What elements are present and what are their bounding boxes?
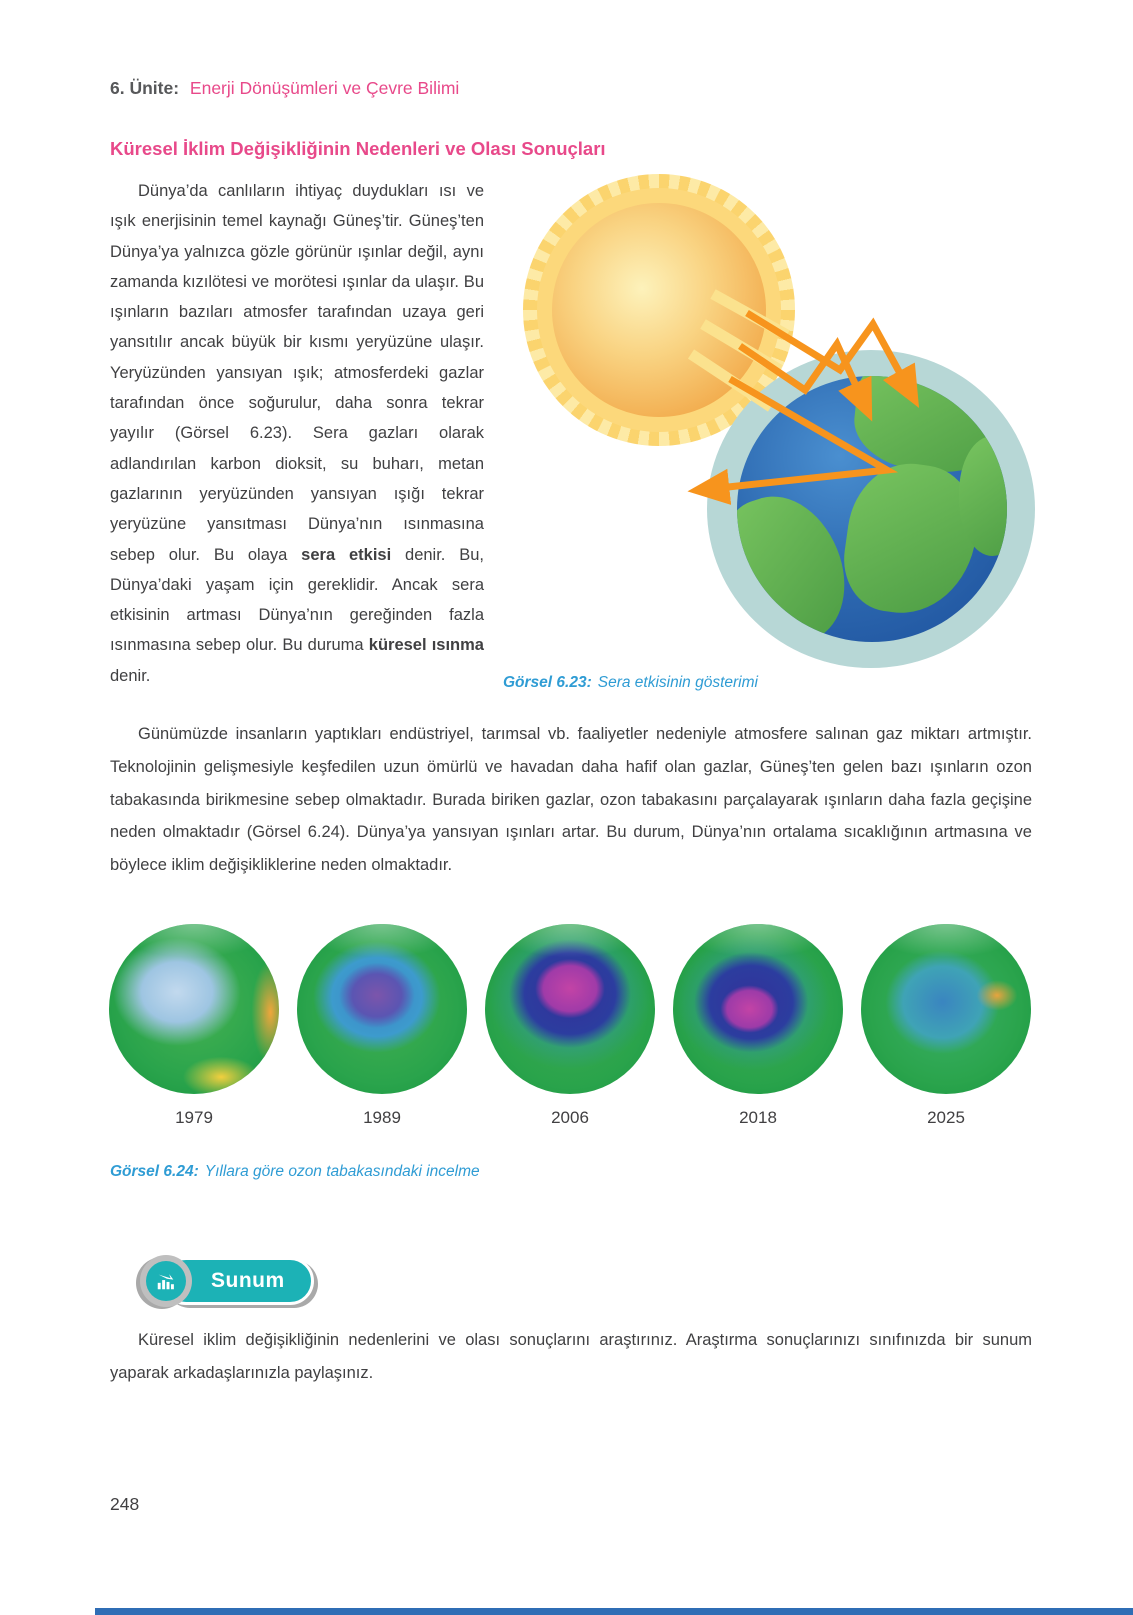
term-sera-etkisi: sera etkisi (301, 545, 392, 564)
ozone-map-item (860, 924, 1032, 1128)
ozone-map-2025-image (861, 924, 1031, 1094)
sun-rays-arrows-icon (495, 162, 1055, 667)
figure-624-label: Görsel 6.24: (110, 1163, 199, 1180)
figure-623-caption (503, 674, 758, 692)
ozone-year-label: 2018 (739, 1108, 777, 1127)
ozone-map-item (672, 924, 844, 1128)
ozone-map-2018-image (673, 924, 843, 1094)
ozone-map-2006-image (485, 924, 655, 1094)
presentation-chart-icon (155, 1270, 177, 1292)
ozone-year-label: 1979 (175, 1108, 213, 1127)
intro-text-part2: denir. Bu, Dünya’daki yaşam için gereklidir. Ancak sera etkisinin artması Dünya’nın gereğinden fazla ısınmasına sebep olur. Bu duruma (110, 545, 484, 655)
sunum-badge (140, 1255, 314, 1307)
ozone-year-label: 2025 (927, 1108, 965, 1127)
intro-text-part3: denir. (110, 666, 151, 685)
ozone-year-label: 1989 (363, 1108, 401, 1127)
sunum-badge-label: Sunum (162, 1257, 314, 1305)
ozone-map-item (108, 924, 280, 1128)
ozone-map-item (484, 924, 656, 1128)
intro-paragraph (110, 176, 484, 691)
sunum-badge-circle (146, 1261, 186, 1301)
unit-label: 6. Ünite: (110, 78, 180, 98)
greenhouse-effect-figure (495, 162, 1055, 667)
ozone-paragraph: Günümüzde insanların yaptıkları endüstriyel, tarımsal vb. faaliyetler nedeniyle atmosfere salınan gaz miktarı artmıştır. Teknolojinin gelişmesiyle keşfedilen uzun ömürlü ve havadan daha hafif olan gazlar, Güneş’ten gelen bazı ışınların ozon tabakasında birikmesine sebep olmaktadır. Burada biriken gazlar, ozon tabakasını parçalayarak ışınların daha fazla geçişine neden olmaktadır (Görsel 6.24). Dünya’ya yansıyan ışınları artar. Bu durum, Dünya’nın ortalama sıcaklığının artmasına ve böylece iklim değişikliklerine neden olmaktadır. (110, 725, 1032, 875)
unit-title: Enerji Dönüşümleri ve Çevre Bilimi (189, 78, 460, 98)
figure-624-caption (110, 1163, 480, 1181)
unit-header (110, 78, 459, 99)
ozone-map-1989-image (297, 924, 467, 1094)
figure-624-text: Yıllara göre ozon tabakasındaki incelme (204, 1163, 480, 1180)
intro-text-part1: Dünya’da canlıların ihtiyaç duydukları ısı ve ışık enerjisinin temel kaynağı Güneş’tir. Güneş’ten Dünya’ya yalnızca gözle görünür ışınlar değil, aynı zamanda kızılötesi ve morötesi ışınlar da ulaşır. Bu ışınların bazıları atmosfer tarafından uzaya geri yansıtılır ancak büyük bir kısmı yeryüzüne ulaşır. Yeryüzünden yansıyan ışık; atmosferdeki gazlar tarafından önce soğurulur, daha sonra tekrar yayılır (Görsel 6.23). Sera gazları olarak adlandırılan karbon dioksit, su buharı, metan gazlarının yeryüzünden yansıyan ışığı tekrar yeryüzüne yansıtması Dünya’nın ısınmasına sebep olur. Bu olaya (110, 182, 484, 564)
section-heading: Küresel İklim Değişikliğinin Nedenleri ve Olası Sonuçları (110, 138, 606, 159)
footer-bar (95, 1608, 1133, 1615)
ozone-map-item (296, 924, 468, 1128)
page-number: 248 (110, 1494, 140, 1514)
ozone-maps-row (108, 924, 1032, 1128)
activity-paragraph: Küresel iklim değişikliğinin nedenlerini ve olası sonuçlarını araştırınız. Araştırma sonuçlarınızı sınıfınızda bir sunum yaparak arkadaşlarınızla paylaşınız. (110, 1331, 1032, 1382)
term-kuresel-isinma: küresel ısınma (368, 636, 484, 655)
ozone-year-label: 2006 (551, 1108, 589, 1127)
ozone-map-1979-image (109, 924, 279, 1094)
figure-623-text: Sera etkisinin gösterimi (597, 674, 758, 691)
figure-623-label: Görsel 6.23: (503, 674, 592, 691)
sunum-badge-ring (140, 1255, 192, 1307)
